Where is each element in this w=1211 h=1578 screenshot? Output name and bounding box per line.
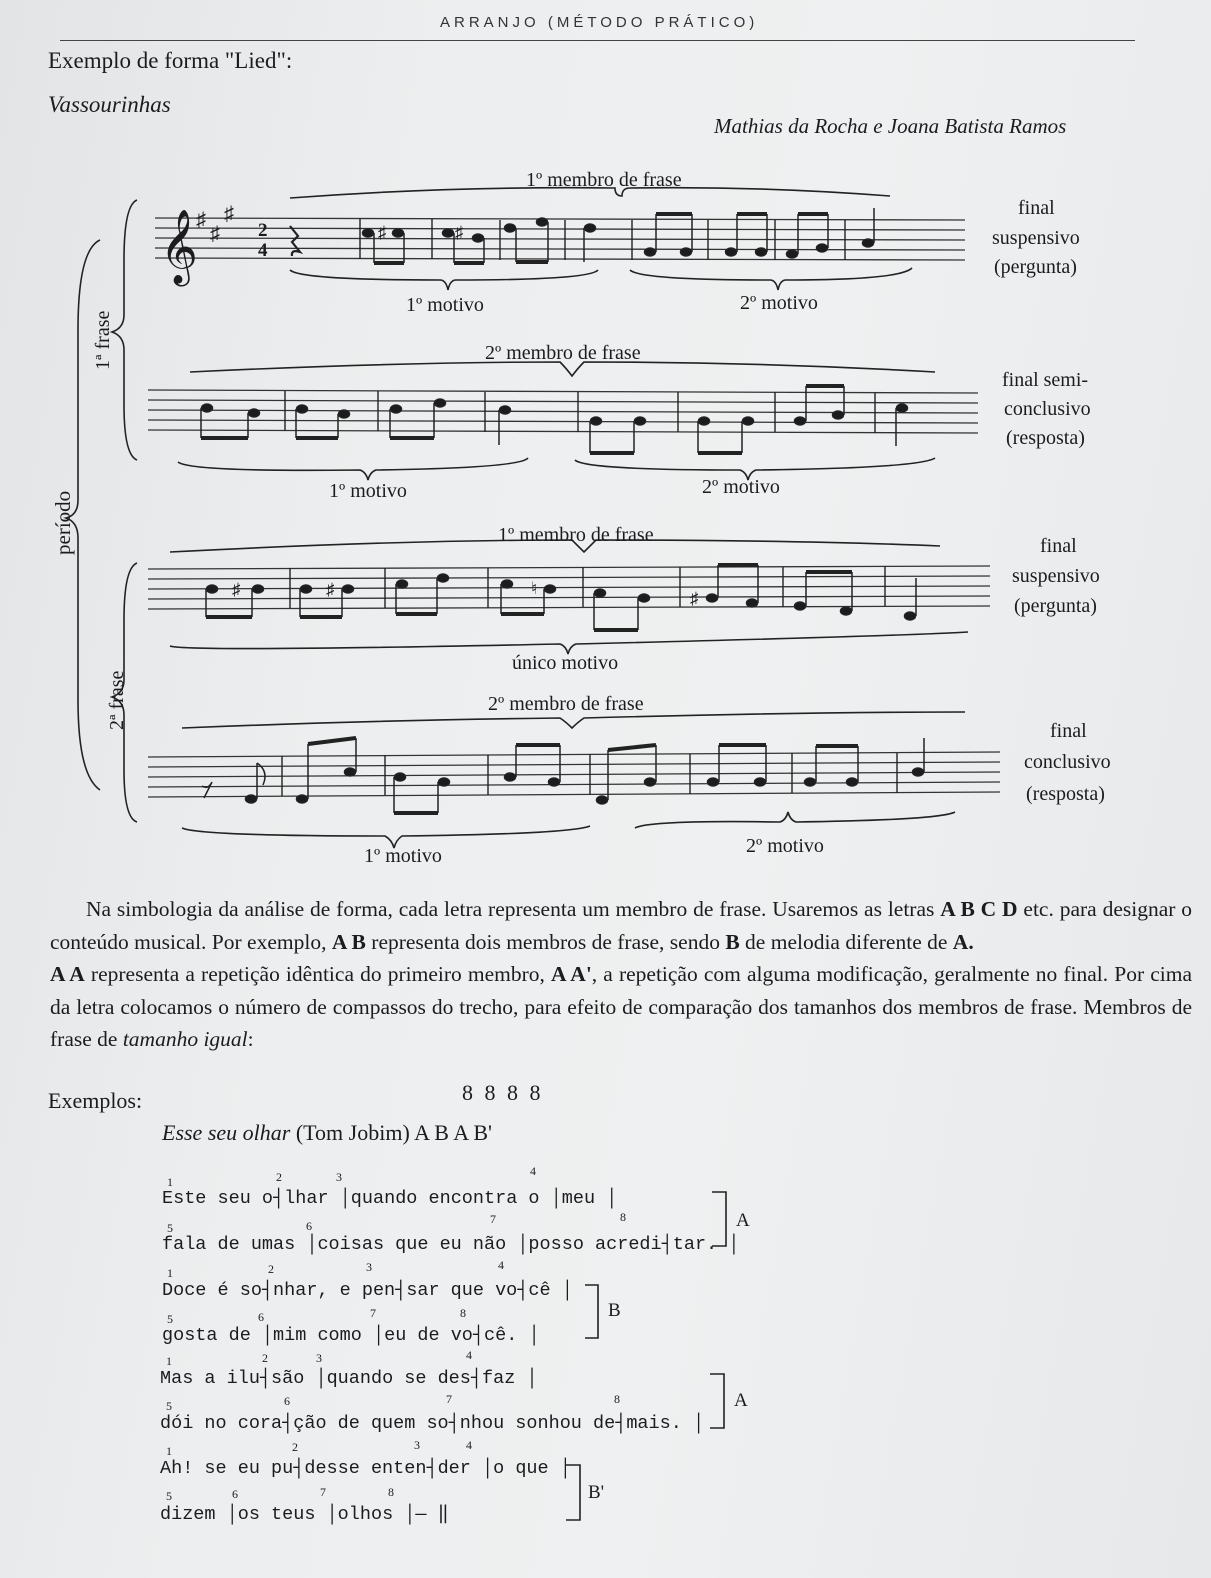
notes-staff-2 — [201, 386, 908, 453]
brace-membro-2 — [190, 362, 935, 376]
section-label-b1: B — [608, 1300, 621, 1321]
measure-counts: 8 8 8 8 — [462, 1080, 544, 1105]
final-s1-line3: (pergunta) — [994, 256, 1077, 278]
svg-text:4: 4 — [258, 240, 268, 261]
lyric-line-4: gosta de │mim como │eu de vo┤cê. │ — [162, 1325, 540, 1346]
svg-text:♯: ♯ — [210, 223, 220, 245]
final-s4-line1: final — [1050, 720, 1087, 742]
svg-text:♯: ♯ — [326, 580, 335, 599]
svg-text:𝄞: 𝄞 — [160, 210, 198, 284]
notes-staff-1 — [363, 208, 875, 263]
lyric-line-6: dói no cora┤ção de quem so┤nhou sonhou de┤mais. │ — [160, 1413, 705, 1434]
page: ARRANJO (MÉTODO PRÁTICO) Exemplo de forma "Lied": Vassourinhas Mathias da Rocha e Joana Batista Ramos 𝄞 ♯ ♯ ♯ 2 4 ♯ ♯ ♯ ♯ ♮ ♯ 1º membro de frase 1º motivo 2º motivo 2º membro de frase 1º motivo 2º motivo 1º membro de frase único motivo 2º membro de frase 1º motivo 2º motivo final suspensivo (pergunta) final semi- conclusivo (resposta) final suspensivo (pergunta) final conclusivo (resposta) 1ª frase 2ª frase período Na simbologia da análise de forma, cada letra representa um membro de frase. Usaremos as letras A B C D etc. para designar o conteúdo musical. Por exemplo, A B representa dois membros de frase, sendo B de melodia diferente de A. A A representa a repetição idêntica do primeiro membro, A A', a repetição com alguma modificação, geralmente no final. Por cima da letra colocamos o número de compassos do trecho, para efeito de comparação dos tamanhos dos membros de frase. Membros de frase de tamanho igual: Exemplos: 8 8 8 8 Esse seu olhar (Tom Jobim) A B A B' Este seu o┤lhar │quando encontra o │meu │ 1 2 3 4 fala de umas │coisas que eu não │posso acredi┤tar. │ 5 6 7 8 Doce é so┤nhar, e pen┤sar que vo┤cê │ 1 2 3 4 gosta de │mim como │eu de vo┤cê. │ 5 6 7 8 Mas a ilu┤são │quando se des┤faz │ 1 2 3 4 dói no cora┤ção de quem so┤nhou sonhou de┤mais. │ 5 6 7 8 Ah! se eu pu┤desse enten┤der │o que │ 1 2 3 4 dizem │os teus │olhos │— ‖ 5 6 7 8 A B A B' — [0, 0, 1211, 1578]
treble-clef — [160, 210, 198, 287]
lyric-line-7: Ah! se eu pu┤desse enten┤der │o que │ — [160, 1458, 571, 1479]
brace-unico — [170, 632, 968, 654]
svg-text:♮: ♮ — [531, 579, 538, 598]
staff-4 — [148, 752, 1000, 797]
label-unico-motivo: único motivo — [512, 652, 619, 674]
final-s3-line3: (pergunta) — [1014, 595, 1097, 617]
lyric-line-8: dizem │os teus │olhos │— ‖ — [160, 1504, 449, 1525]
svg-text:♯: ♯ — [378, 223, 387, 242]
brace-motivo-2-s4 — [635, 812, 955, 828]
svg-text:2: 2 — [258, 220, 268, 241]
example-title: Esse seu olhar (Tom Jobim) A B A B' — [162, 1120, 493, 1145]
staff-3 — [148, 566, 990, 609]
final-s2-line1: final semi- — [1002, 369, 1089, 391]
lyric-line-2: fala de umas │coisas que eu não │posso acredi┤tar. │ — [162, 1234, 740, 1255]
final-s4-line2: conclusivo — [1024, 751, 1111, 773]
final-s2-line3: (resposta) — [1006, 427, 1085, 449]
final-s2-line2: conclusivo — [1004, 398, 1091, 420]
final-s3-line2: suspensivo — [1012, 565, 1100, 587]
song-title: Vassourinhas — [48, 92, 171, 117]
quarter-rest — [290, 226, 300, 256]
svg-text:♯: ♯ — [196, 209, 206, 231]
examples-label: Exemplos: — [48, 1088, 143, 1113]
song-authors: Mathias da Rocha e Joana Batista Ramos — [714, 114, 1067, 138]
staff-1 — [155, 218, 965, 260]
lyric-line-1: Este seu o┤lhar │quando encontra o │meu │ — [162, 1188, 618, 1209]
body-paragraph: Na simbologia da análise de forma, cada letra representa um membro de frase. Usaremos as letras A B C D etc. para designar o conteúdo musical. Por exemplo, A B representa dois membros de frase, sendo B de melodia diferente de A. A A representa a repetição idêntica do primeiro membro, A A', a repetição com alguma modificação, geralmente no final. Por cima da letra colocamos o número de compassos do trecho, para efeito de comparação dos tamanhos dos membros de frase. Membros de frase de tamanho igual: — [50, 897, 1193, 1051]
label-motivo-2-s2: 2º motivo — [702, 476, 780, 498]
section-heading: Exemplo de forma "Lied": — [48, 48, 293, 73]
section-label-a1: A — [736, 1210, 750, 1231]
label-membro-1-top: 1º membro de frase — [526, 169, 682, 191]
eighth-rest — [202, 782, 212, 798]
label-motivo-2-s1: 2º motivo — [740, 292, 818, 314]
label-membro-2-s2: 2º membro de frase — [485, 342, 641, 364]
lyric-line-5: Mas a ilu┤são │quando se des┤faz │ — [160, 1368, 538, 1389]
label-motivo-1-s1: 1º motivo — [406, 294, 484, 316]
lyric-line-3: Doce é so┤nhar, e pen┤sar que vo┤cê │ — [162, 1280, 573, 1301]
svg-text:♯: ♯ — [224, 203, 234, 225]
svg-text:♯: ♯ — [232, 580, 241, 599]
label-frase-2: 2ª frase — [106, 670, 128, 730]
label-membro-1-s3: 1º membro de frase — [498, 524, 654, 546]
label-periodo: período — [51, 490, 75, 555]
brace-motivo-1-s1 — [290, 270, 598, 290]
svg-text:♯: ♯ — [455, 223, 464, 242]
brace-motivo-1-s2 — [178, 458, 528, 480]
final-s4-line3: (resposta) — [1026, 783, 1105, 805]
label-membro-2-s4: 2º membro de frase — [488, 693, 644, 715]
label-motivo-1-s4: 1º motivo — [364, 845, 442, 867]
brace-motivo-2-s1 — [630, 268, 912, 290]
label-frase-1: 1ª frase — [92, 310, 114, 370]
svg-text:♯: ♯ — [690, 589, 699, 608]
brace-frase-1 — [112, 200, 137, 460]
label-motivo-1-s2: 1º motivo — [329, 480, 407, 502]
phrase-brackets — [66, 188, 968, 848]
section-label-a2: A — [734, 1390, 748, 1411]
section-label-b2: B' — [588, 1482, 605, 1503]
time-signature — [258, 220, 268, 261]
label-motivo-2-s4: 2º motivo — [746, 835, 824, 857]
staff-2 — [148, 390, 978, 433]
accidentals-staff-3 — [232, 579, 699, 608]
running-header: ARRANJO (MÉTODO PRÁTICO) — [440, 14, 759, 31]
final-s3-line1: final — [1040, 535, 1077, 557]
final-s1-line1: final — [1018, 197, 1055, 219]
final-s1-line2: suspensivo — [992, 227, 1080, 249]
